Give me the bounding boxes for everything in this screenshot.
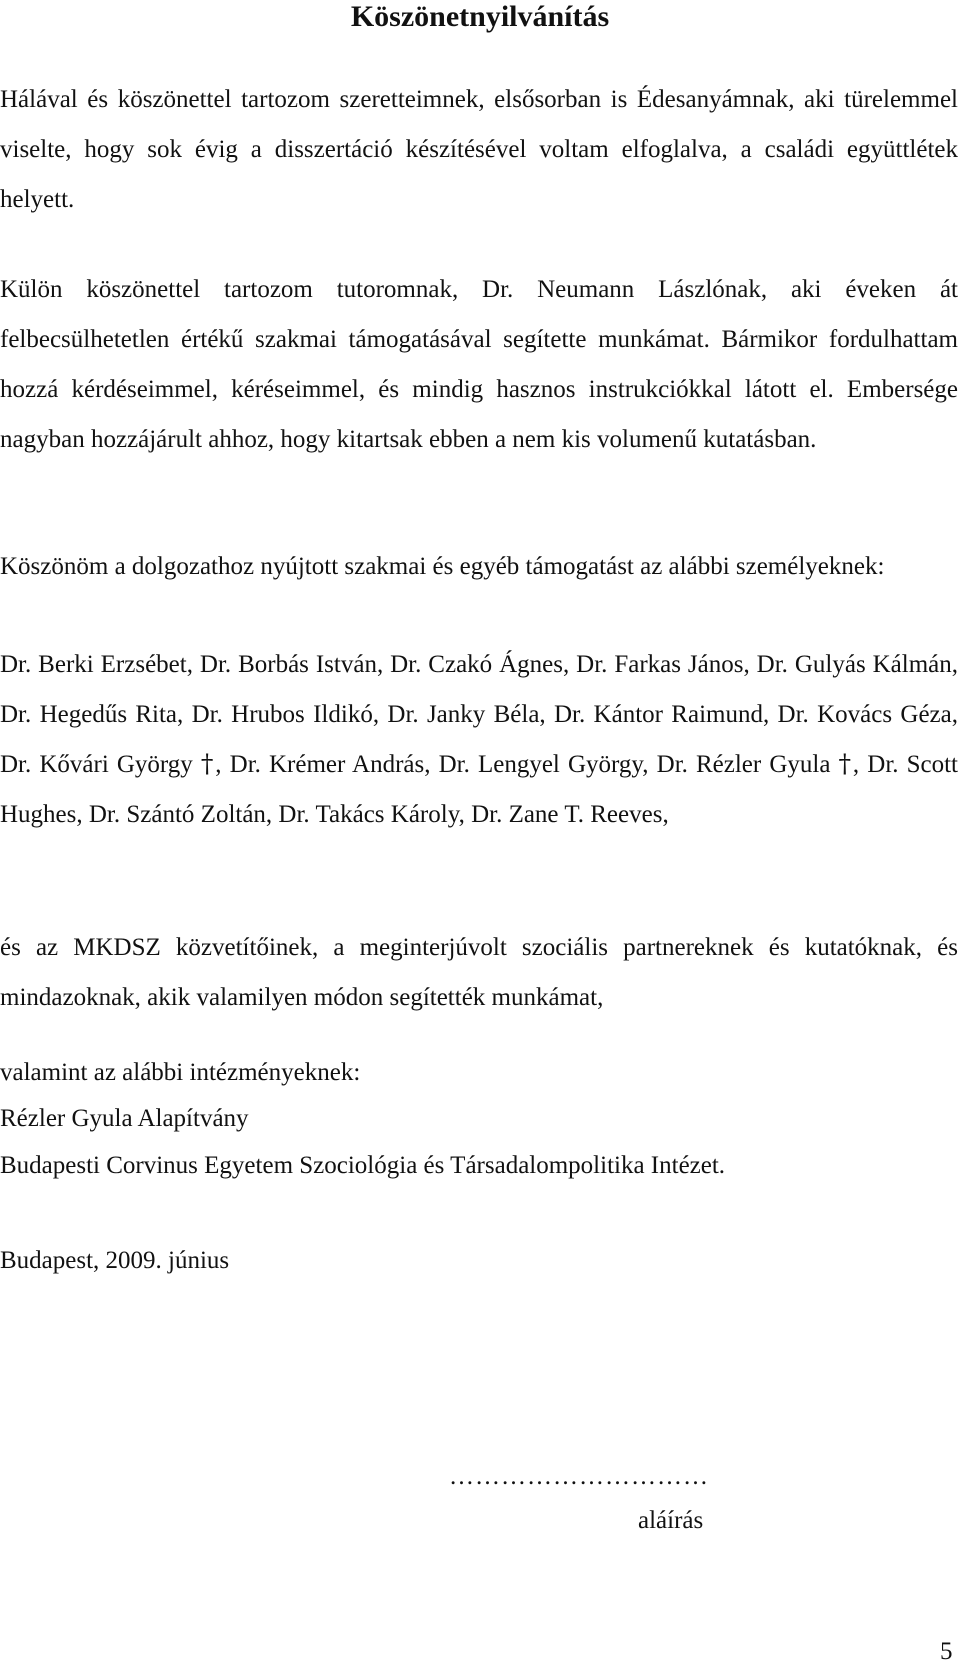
paragraph-persons-intro: Köszönöm a dolgozathoz nyújtott szakmai és egyéb támogatást az alábbi személyeknek: <box>0 553 885 580</box>
persons-list-part-1: Dr. Berki Erzsébet, Dr. Borbás István, Dr. Czakó Ágnes, Dr. Farkas János, Dr. Gulyás Kálmán, Dr. Hegedűs Rita, Dr. Hrubos Ildikó, Dr. Janky Béla, Dr. Kántor Raimund, Dr. Kovács Géza, Dr. Kővári György <box>0 651 958 778</box>
signature-line: ………………………… <box>449 1463 709 1490</box>
signature-label: aláírás <box>638 1507 704 1534</box>
paragraph-persons-list <box>0 640 958 839</box>
page-number: 5 <box>940 1638 953 1665</box>
institutions-intro: valamint az alábbi intézményeknek: <box>0 1059 361 1086</box>
persons-list-part-2: , Dr. Krémer András, Dr. Lengyel György, Dr. Rézler Gyula <box>215 751 839 778</box>
dagger-mark: † <box>838 749 853 778</box>
paragraph-tutor-thanks: Külön köszönettel tartozom tutoromnak, Dr. Neumann Lászlónak, aki éveken át felbecsülhetetlen értékű szakmai támogatásával segítette munkámat. Bármikor fordulhattam hozzá kérdéseimmel, kéréseimmel, és mindig hasznos instrukciókkal látott el. Embersége nagyban hozzájárult ahhoz, hogy kitartsak ebben a nem kis volumenű kutatásban. <box>0 276 958 453</box>
page-title: Köszönetnyilvánítás <box>350 0 610 33</box>
paragraph-family-thanks: Hálával és köszönettel tartozom szeretteimnek, elsősorban is Édesanyámnak, aki türelemmel viselte, hogy sok évig a disszertáció készítésével voltam elfoglalva, a családi együttlétek helyett. <box>0 86 958 213</box>
dagger-mark: † <box>200 749 216 778</box>
paragraph-mkdsz-thanks: és az MKDSZ közvetítőinek, a meginterjúvolt szociális partnereknek és kutatóknak, és mindazoknak, akik valamilyen módon segítették munkámat, <box>0 934 958 1011</box>
place-and-date: Budapest, 2009. június <box>0 1247 230 1274</box>
institution-item: Budapesti Corvinus Egyetem Szociológia és Társadalompolitika Intézet. <box>0 1152 726 1179</box>
institution-item: Rézler Gyula Alapítvány <box>0 1105 249 1132</box>
persons-list-part-3: , Dr. Scott Hughes, Dr. Szántó Zoltán, Dr. Takács Károly, Dr. Zane T. Reeves, <box>0 751 959 828</box>
